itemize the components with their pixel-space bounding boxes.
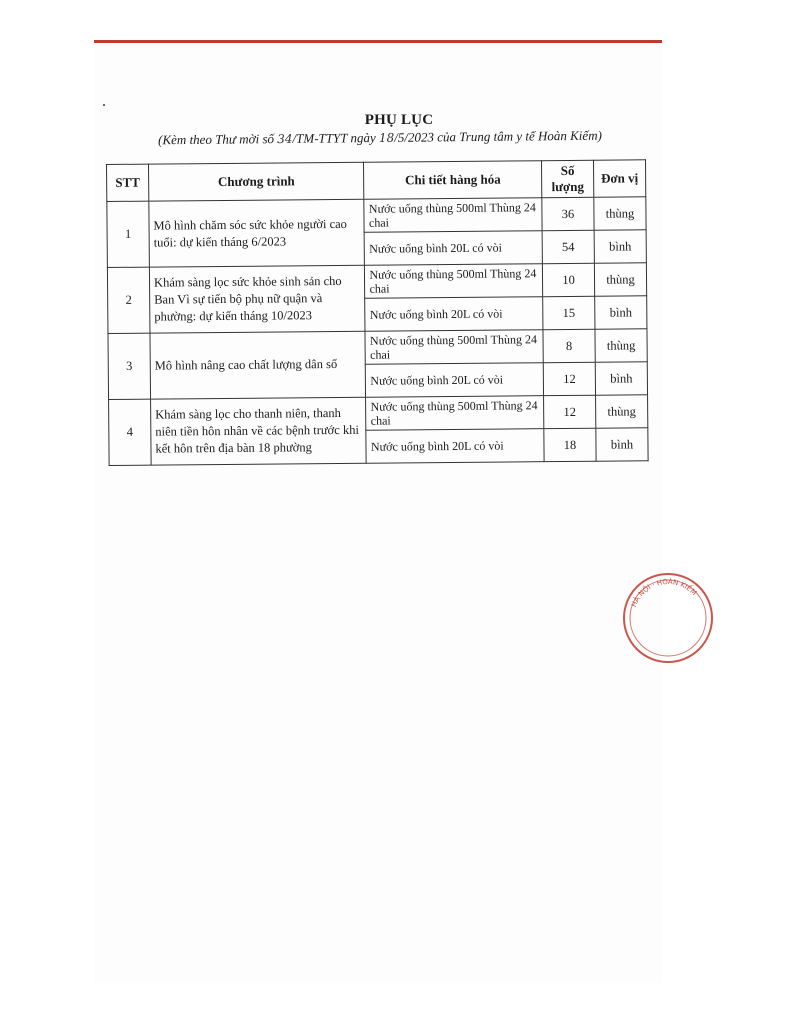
item-quantity: 12: [544, 395, 596, 428]
item-detail: Nước uống thùng 500ml Thùng 24 chai: [365, 330, 543, 365]
row-program: Khám sàng lọc sức khỏe sinh sản cho Ban Vì sự tiến bộ phụ nữ quận và phường: dự kiến tháng 10/2023: [149, 265, 365, 333]
table-row: [108, 329, 647, 367]
row-stt: 1: [107, 201, 150, 267]
item-quantity: 54: [542, 230, 594, 263]
table-header-row: [107, 160, 646, 202]
item-detail: Nước uống thùng 500ml Thùng 24 chai: [364, 198, 542, 233]
row-stt: 2: [107, 267, 150, 333]
item-unit: thùng: [595, 329, 647, 362]
subtitle-suffix: /5/2023 của Trung tâm y tế Hoàn Kiếm): [394, 127, 602, 145]
row-program: Mô hình nâng cao chất lượng dân số: [150, 331, 366, 399]
item-unit: thùng: [594, 197, 646, 230]
subtitle-mid: /TM-TTYT ngày: [292, 130, 376, 146]
header-unit: Đơn vị: [593, 160, 645, 197]
scan-speck: [103, 104, 105, 106]
handwritten-letter-number: 34: [277, 131, 293, 147]
row-stt: 3: [108, 333, 151, 399]
table-row: [109, 395, 648, 433]
subtitle-prefix: (Kèm theo Thư mời số: [158, 131, 275, 148]
svg-text:HÀ NỘI · HOÀN KIẾM: [630, 577, 698, 608]
table-row: [107, 263, 646, 301]
item-unit: thùng: [594, 263, 646, 296]
table-row: [107, 197, 646, 235]
item-unit: bình: [596, 428, 648, 461]
item-unit: bình: [594, 230, 646, 263]
row-stt: 4: [109, 399, 152, 465]
header-detail: Chi tiết hàng hóa: [364, 161, 542, 200]
item-detail: Nước uống bình 20L có vòi: [365, 231, 543, 266]
header-stt: STT: [107, 164, 149, 201]
official-seal-stamp: [618, 568, 718, 668]
item-quantity: 36: [542, 197, 594, 230]
item-detail: Nước uống bình 20L có vòi: [366, 363, 544, 398]
item-detail: Nước uống bình 20L có vòi: [366, 429, 544, 464]
header-quantity: Số lượng: [542, 160, 594, 197]
appendix-title: PHỤ LỤC: [364, 112, 434, 128]
item-quantity: 15: [543, 296, 595, 329]
item-unit: thùng: [596, 395, 648, 428]
item-quantity: 18: [544, 428, 596, 461]
header-program: Chương trình: [148, 162, 364, 201]
item-quantity: 12: [543, 362, 595, 395]
item-detail: Nước uống thùng 500ml Thùng 24 chai: [365, 264, 543, 299]
seal-text: HÀ NỘI · HOÀN KIẾM: [630, 577, 699, 609]
item-unit: bình: [595, 362, 647, 395]
row-program: Mô hình chăm sóc sức khỏe người cao tuổi: dự kiến tháng 6/2023: [149, 199, 365, 267]
row-program: Khám sàng lọc cho thanh niên, thanh niên tiền hôn nhân về các bệnh trước khi kết hôn trên địa bàn 18 phường: [151, 397, 367, 465]
item-quantity: 10: [542, 263, 594, 296]
goods-table: [106, 159, 649, 466]
item-detail: Nước uống bình 20L có vòi: [365, 297, 543, 332]
item-unit: bình: [595, 296, 647, 329]
item-detail: Nước uống thùng 500ml Thùng 24 chai: [366, 396, 544, 431]
item-quantity: 8: [543, 329, 595, 362]
handwritten-letter-day: 18: [378, 130, 395, 146]
